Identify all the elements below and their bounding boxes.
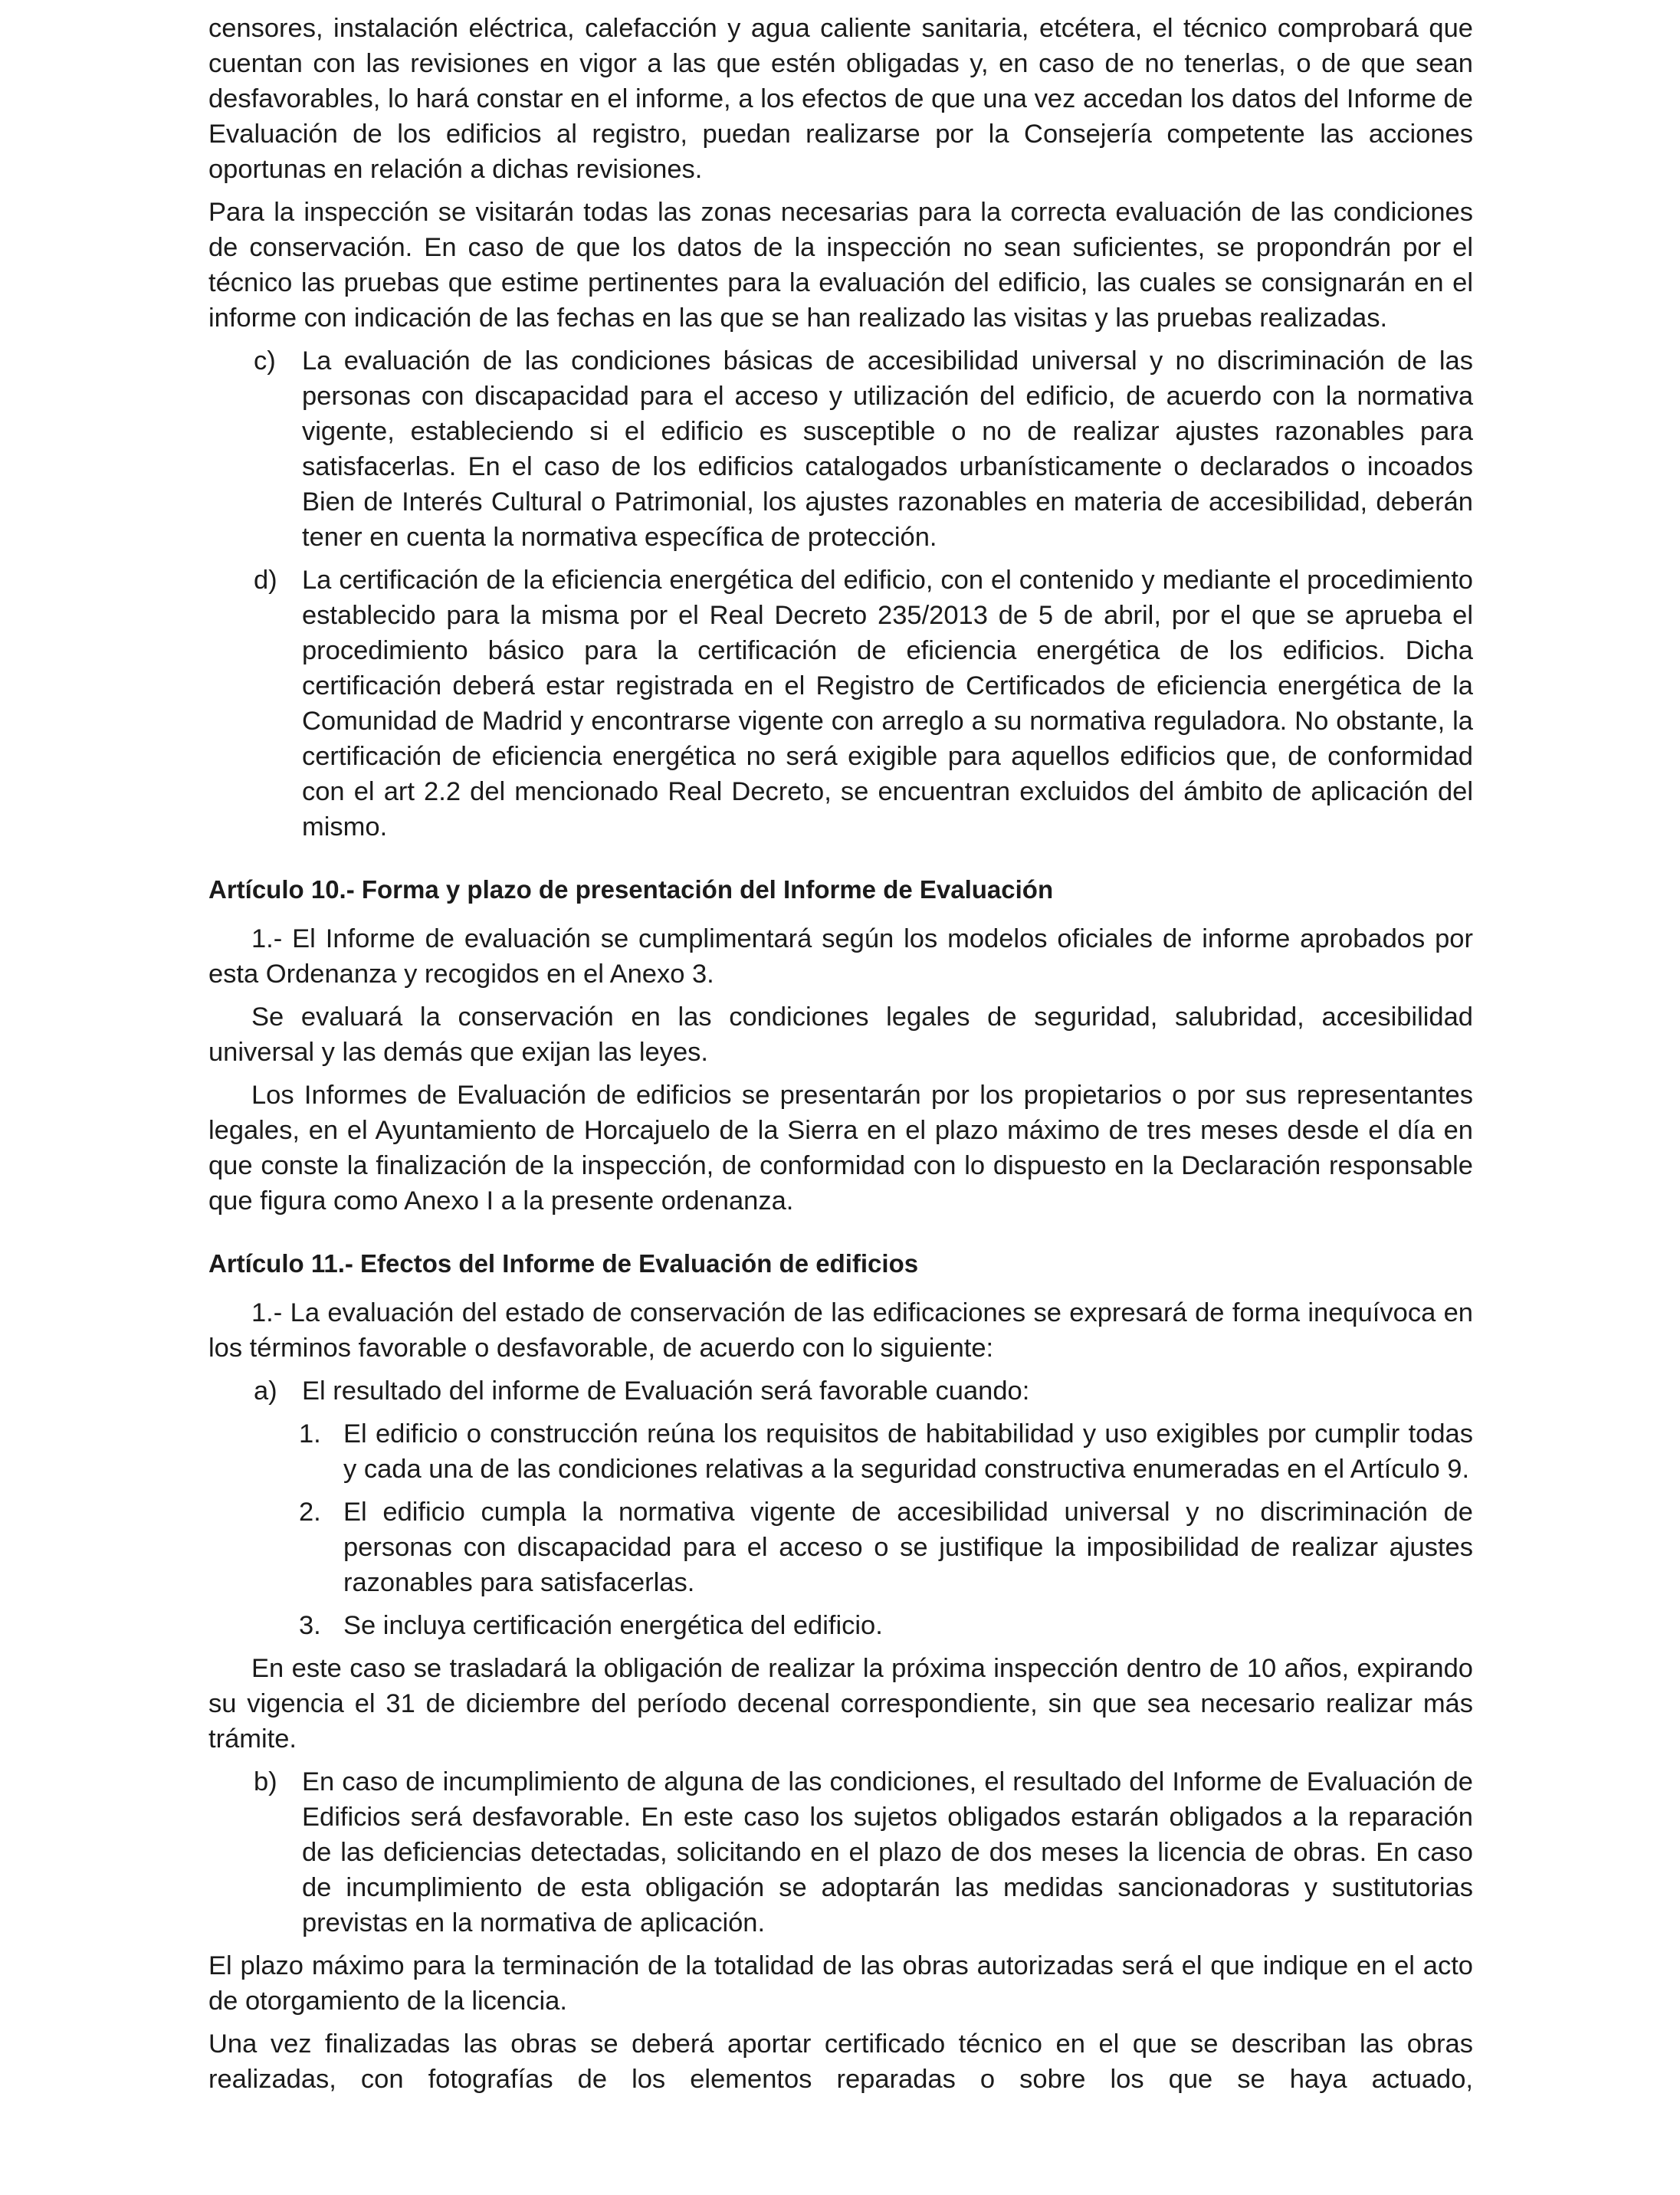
list-item-a-text: El resultado del informe de Evaluación será favorable cuando: <box>302 1376 1030 1406</box>
numbered-marker-1: 1. <box>299 1419 321 1449</box>
item-b-paragraph-obras-cutoff: Una vez finalizadas las obras se deberá aportar certificado técnico en el que se describan las obras realizadas, con fotografías de los elementos reparadas o sobre los que se haya actuado, <box>208 2029 1473 2094</box>
list-marker-a: a) <box>254 1376 277 1406</box>
numbered-marker-3: 3. <box>299 1611 321 1640</box>
articulo-10-paragraph-3: Los Informes de Evaluación de edificios se presentarán por los propietarios o por sus representantes legales, en el Ayuntamiento de Horcajuelo de la Sierra en el plazo máximo de tres meses desde el día en que conste la finalización de la inspección, de conformidad con lo dispuesto en la Declaración responsable que figura como Anexo I a la presente ordenanza. <box>208 1081 1473 1216</box>
list-item-c <box>254 343 1473 555</box>
paragraph-continuation-revisiones: censores, instalación eléctrica, calefacción y agua caliente sanitaria, etcétera, el técnico comprobará que cuentan con las revisiones en vigor a las que estén obligadas y, en caso de no tenerlas, o de que sean desfavorables, lo hará constar en el informe, a los efectos de que una vez accedan los datos del Informe de Evaluación de los edificios al registro, puedan realizarse por la Consejería competente las acciones oportunas en relación a dichas revisiones. <box>208 14 1473 184</box>
list-item-b-text: En caso de incumplimiento de alguna de las condiciones, el resultado del Informe de Evaluación de Edificios será desfavorable. En este caso los sujetos obligados estarán obligados a la reparación de las deficiencias detectadas, solicitando en el plazo de dos meses la licencia de obras. En caso de incumplimiento de esta obligación se adoptarán las medidas sancionadoras y sustitutorias previstas en la normativa de aplicación. <box>302 1767 1473 1937</box>
item-b-paragraph-plazo: El plazo máximo para la terminación de la totalidad de las obras autorizadas será el que indique en el acto de otorgamiento de la licencia. <box>208 1951 1473 2016</box>
articulo-10-paragraph-1: 1.- El Informe de evaluación se cumplimentará según los modelos oficiales de informe aprobados por esta Ordenanza y recogidos en el Anexo 3. <box>208 924 1473 989</box>
numbered-item-2 <box>299 1495 1473 1600</box>
numbered-item-1-text: El edificio o construcción reúna los requisitos de habitabilidad y uso exigibles por cumplir todas y cada una de las condiciones relativas a la seguridad constructiva enumeradas en el Artículo 9. <box>343 1419 1473 1484</box>
articulo-11-consequence-paragraph: En este caso se trasladará la obligación de realizar la próxima inspección dentro de 10 años, expirando su vigencia el 31 de diciembre del período decenal correspondiente, sin que sea necesario realizar más trámite. <box>208 1654 1473 1754</box>
numbered-marker-2: 2. <box>299 1498 321 1527</box>
numbered-item-3 <box>299 1608 1473 1643</box>
articulo-10-paragraph-2: Se evaluará la conservación en las condiciones legales de seguridad, salubridad, accesibilidad universal y las demás que exijan las leyes. <box>208 1002 1473 1067</box>
list-marker-b: b) <box>254 1767 277 1796</box>
list-marker-c: c) <box>254 346 276 376</box>
list-marker-d: d) <box>254 566 277 595</box>
list-item-d <box>254 563 1473 845</box>
list-item-d-text: La certificación de la eficiencia energética del edificio, con el contenido y mediante el procedimiento establecido para la misma por el Real Decreto 235/2013 de 5 de abril, por el que se aprueba el procedimiento básico para la certificación de eficiencia energética de los edificios. Dicha certificación deberá estar registrada en el Registro de Certificados de eficiencia energética de la Comunidad de Madrid y encontrarse vigente con arreglo a su normativa reguladora. No obstante, la certificación de eficiencia energética no será exigible para aquellos edificios que, de conformidad con el art 2.2 del mencionado Real Decreto, se encuentran excluidos del ámbito de aplicación del mismo. <box>302 566 1473 842</box>
numbered-item-2-text: El edificio cumpla la normativa vigente de accesibilidad universal y no discriminación de personas con discapacidad para el acceso o se justifique la imposibilidad de realizar ajustes razonables para satisfacerlas. <box>343 1498 1473 1597</box>
articulo-11-intro-paragraph: 1.- La evaluación del estado de conservación de las edificaciones se expresará de forma inequívoca en los términos favorable o desfavorable, de acuerdo con lo siguiente: <box>208 1298 1473 1363</box>
paragraph-inspeccion: Para la inspección se visitarán todas las zonas necesarias para la correcta evaluación de las condiciones de conservación. En caso de que los datos de la inspección no sean suficientes, se propondrán por el técnico las pruebas que estime pertinentes para la evaluación del edificio, las cuales se consignarán en el informe con indicación de las fechas en las que se han realizado las visitas y las pruebas realizadas. <box>208 198 1473 333</box>
numbered-item-1 <box>299 1416 1473 1487</box>
heading-articulo-10: Artículo 10.- Forma y plazo de presentación del Informe de Evaluación <box>208 875 1054 904</box>
list-item-c-text: La evaluación de las condiciones básicas de accesibilidad universal y no discriminación de las personas con discapacidad para el acceso y utilización del edificio, de acuerdo con la normativa vigente, estableciendo si el edificio es susceptible o no de realizar ajustes razonables para satisfacerlas. En el caso de los edificios catalogados urbanísticamente o declarados o incoados Bien de Interés Cultural o Patrimonial, los ajustes razonables en materia de accesibilidad, deberán tener en cuenta la normativa específica de protección. <box>302 346 1473 552</box>
numbered-item-3-text: Se incluya certificación energética del edificio. <box>343 1611 883 1640</box>
heading-articulo-11: Artículo 11.- Efectos del Informe de Evaluación de edificios <box>208 1249 919 1278</box>
list-item-a <box>254 1373 1473 1409</box>
list-item-b <box>254 1764 1473 1941</box>
